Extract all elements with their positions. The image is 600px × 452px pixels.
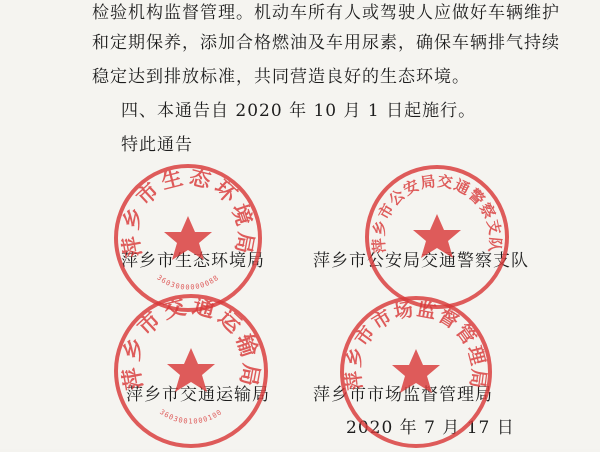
agency-traffic-police: 萍乡市公安局交通警察支队 <box>313 251 529 271</box>
agency-market-supervision: 萍乡市市场监督管理局 <box>313 385 493 405</box>
star-icon <box>392 349 440 393</box>
star-icon <box>167 348 215 392</box>
seal3-code: 3603001000100 <box>158 407 224 426</box>
traffic-police-seal <box>362 162 512 312</box>
market-supervision-seal <box>336 292 496 452</box>
svg-text:3603000000088 <box>155 274 220 292</box>
seal4-text: 萍乡市市场监督管理局 <box>342 298 490 392</box>
agency-eco-environment: 萍乡市生态环境局 <box>121 251 265 271</box>
notice-closing: 特此通告 <box>121 135 193 155</box>
transport-bureau-seal <box>110 290 272 452</box>
star-icon <box>413 214 461 258</box>
agency-transport: 萍乡市交通运输局 <box>126 385 270 405</box>
clause-four: 四、本通告自 2020 年 10 月 1 日起施行。 <box>121 101 477 121</box>
seal2-text: 萍乡市公安局交通警察支队 <box>369 172 505 255</box>
issue-date: 2020 年 7 月 17 日 <box>346 418 515 438</box>
star-icon <box>164 216 212 260</box>
body-paragraph-line-2: 和定期保养，添加合格燃油及车用尿素，确保车辆排气持续 <box>92 33 560 53</box>
body-paragraph-line-3: 稳定达到排放标准，共同营造良好的生态环境。 <box>92 67 470 87</box>
seal1-code: 3603000000088 <box>155 273 221 292</box>
body-paragraph-line-1: 检验机构监督管理。机动车所有人或驾驶人应做好车辆维护 <box>92 3 560 23</box>
svg-text:3603001000100 <box>158 408 224 426</box>
seal3-text: 萍乡市交通运输局 <box>118 293 264 392</box>
seal1-text: 萍乡市生态环境局 <box>117 164 259 260</box>
